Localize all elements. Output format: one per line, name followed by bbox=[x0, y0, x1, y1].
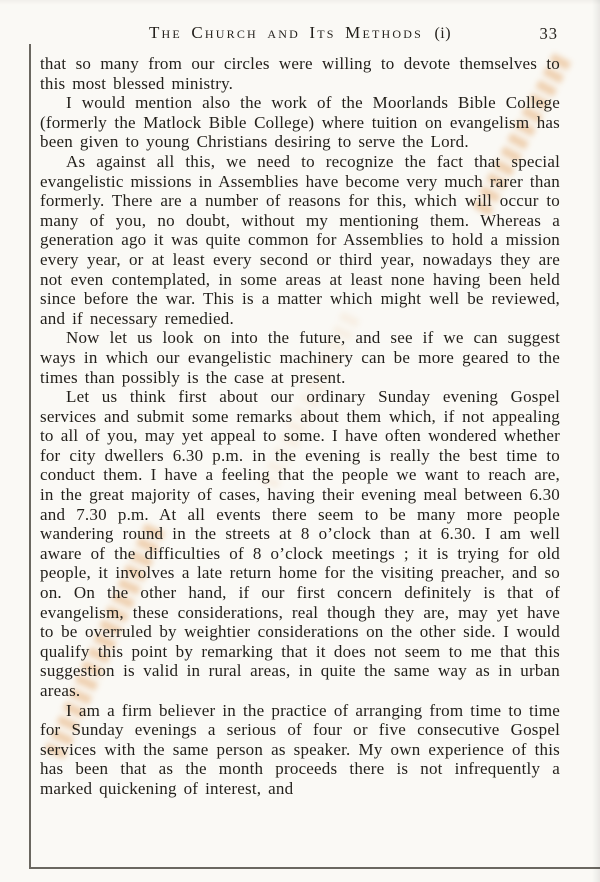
paragraph: that so many from our circles were willing to devote themselves to this most blessed ministry. bbox=[40, 54, 560, 93]
paragraph: Let us think first about our ordinary Sunday evening Gospel services and submit some remarks about them which, if not appealing to all of you, may yet appeal to some. I have often wondered whether for city dwellers 6.30 p.m. in the evening is really the best time to conduct them. I have a feeling that the people we want to reach are, in the great majority of cases, having their evening meal between 6.30 and 7.30 p.m. At all events there seem to be many more people wandering round in the streets at 8 o’clock than at 6.30. I am well aware of the difficulties of 8 o’clock meetings ; it is trying for old people, it involves a late return home for the visiting preacher, and so on. On the other hand, if our first concern definitely is that of evangelism, these considerations, real though they are, may yet have to be overruled by weightier considerations on the other side. I would qualify this point by remarking that it does not seem to me that this suggestion is valid in rural areas, in quite the same way as in urban areas. bbox=[40, 387, 560, 700]
running-title-suffix: (i) bbox=[434, 25, 452, 42]
paragraph: Now let us look on into the future, and see if we can suggest ways in which our evangelistic machinery can be more geared to the times than possibly is the case at present. bbox=[40, 328, 560, 387]
scan-shadow-top bbox=[0, 0, 600, 5]
paragraph: I am a firm believer in the practice of arranging from time to time for Sunday evenings a serious of four or five consecutive Gospel services with the same person as speaker. My own experience of this has been that as the month proceeds there is not infrequently a marked quickening of interest, and bbox=[40, 700, 560, 798]
page-body bbox=[40, 54, 560, 799]
paragraph: As against all this, we need to recognize the fact that special evangelistic missions in Assemblies have become very much rarer than formerly. There are a number of reasons for this, which will occur to many of you, no doubt, without my mentioning them. Whereas a generation ago it was quite common for Assemblies to hold a mission every year, or at least every second or third year, nowadays they are not even contemplated, in some areas at least none having been held since before the war. This is a matter which might well be reviewed, and if necessary remedied. bbox=[40, 151, 560, 328]
page-header bbox=[40, 23, 560, 45]
scan-shadow-right bbox=[592, 0, 600, 882]
scan-edge-left bbox=[29, 44, 31, 867]
scan-edge-bottom bbox=[29, 867, 600, 869]
running-title bbox=[149, 23, 451, 42]
page-number: 33 bbox=[539, 24, 558, 43]
running-title-text: The Church and Its Methods bbox=[148, 23, 423, 42]
paragraph: I would mention also the work of the Moorlands Bible College (formerly the Matlock Bible College) where tuition on evangelism has been given to young Christians desiring to serve the Lord. bbox=[40, 93, 560, 152]
